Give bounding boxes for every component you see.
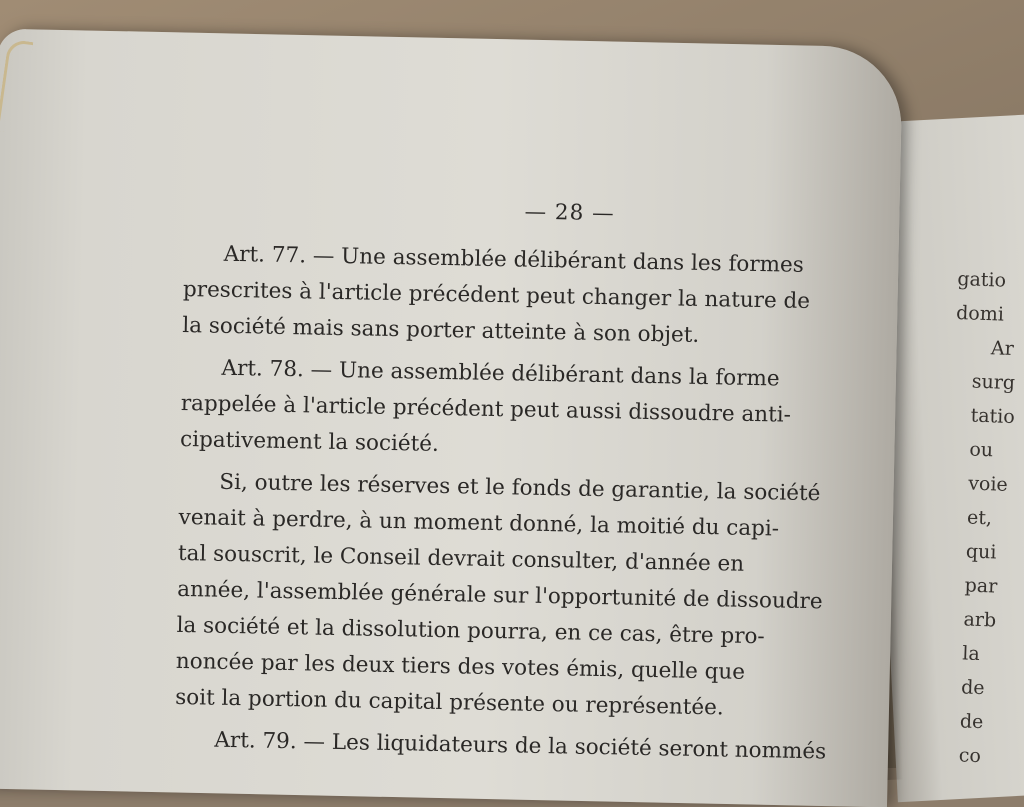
text-line: de (959, 710, 984, 734)
text-line: ou (969, 438, 994, 462)
text-line: domi (955, 301, 1005, 326)
text-line: la (961, 642, 981, 665)
text-line: rappelée à l'article précédent peut aussi dissoudre anti- (180, 390, 792, 428)
text-line: de (960, 676, 985, 700)
text-line: co (958, 744, 982, 768)
text-line: Si, outre les réserves et le fonds de garantie, la société (219, 469, 821, 507)
text-line: Art. 78. — Une assemblée délibérant dans la forme (221, 355, 780, 392)
text-line: la société et la dissolution pourra, en ce cas, être pro- (176, 612, 765, 650)
text-line: arb (963, 608, 997, 632)
text-line: qui (965, 540, 997, 564)
text-line: venait à perdre, à un moment donné, la moitié du capi- (178, 504, 780, 542)
left-page-text (174, 188, 875, 771)
text-line: tatio (970, 404, 1016, 429)
text-line: gatio (957, 267, 1007, 292)
text-line: prescrites à l'article précédent peut changer la nature de (182, 276, 811, 315)
text-line: soit la portion du capital présente ou représentée. (174, 684, 724, 721)
text-line: par (964, 574, 998, 598)
text-line: surg (971, 370, 1016, 395)
text-line: voie (967, 472, 1009, 496)
text-line: tal souscrit, le Conseil devrait consulter, d'année en (177, 540, 745, 577)
text-line: Ar (990, 337, 1015, 360)
text-line: noncée par les deux tiers des votes émis, quelle que (175, 648, 746, 685)
text-line: année, l'assemblée générale sur l'opportunité de dissoudre (177, 576, 823, 615)
page-number: — 28 — (524, 199, 615, 227)
text-line: et, (966, 506, 993, 530)
text-line: Art. 79. — Les liquidateurs de la société seront nommés (214, 727, 827, 765)
text-line: la société mais sans porter atteinte à son objet. (182, 312, 700, 348)
text-line: cipativement la société. (179, 426, 440, 457)
text-line: Art. 77. — Une assemblée délibérant dans les formes (223, 241, 805, 278)
